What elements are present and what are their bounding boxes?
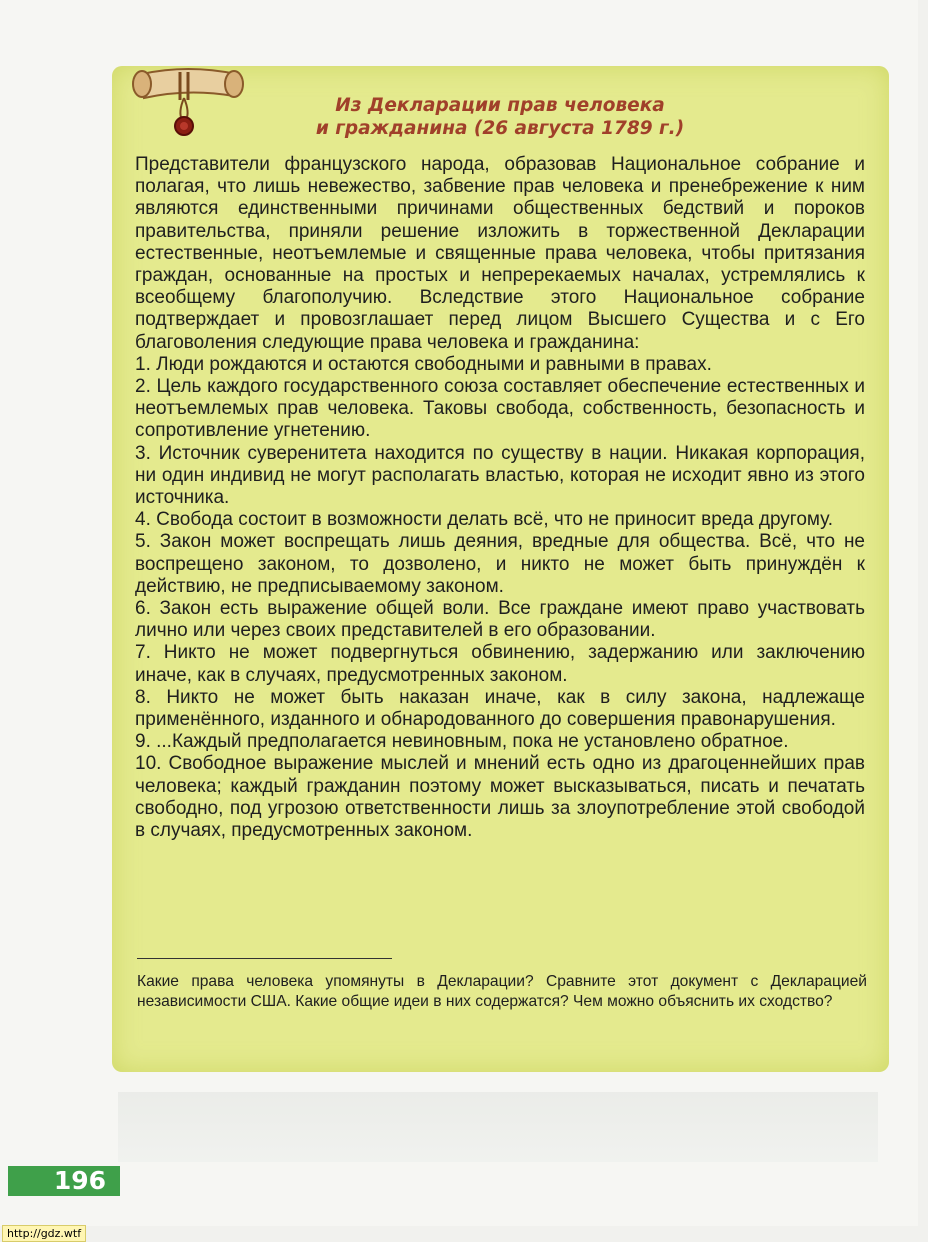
document-title <box>250 94 750 140</box>
page-number: 196 <box>8 1166 120 1196</box>
title-line-1: Из Декларации прав человека <box>335 95 665 116</box>
divider-rule <box>137 958 392 959</box>
declaration-text <box>135 154 865 842</box>
article-7: 7. Никто не может подвергнуться обвинению, задержанию или заключению иначе, как в случаях, предусмотренных законом. <box>135 642 865 686</box>
article-6: 6. Закон есть выражение общей воли. Все граждане имеют право участвовать лично или через своих представителей в его образовании. <box>135 598 865 642</box>
preamble-paragraph: Представители французского народа, образовав Национальное собрание и полагая, что лишь невежество, забвение прав человека и пренебрежение к ним являются единственными причинами общественных бедствий и пороков правительства, приняли решение изложить в торжественной Декларации естественные, неотъемлемые и священные права человека, чтобы притязания граждан, основанные на простых и непререкаемых началах, устремлялись к всеобщему благополучию. Вследствие этого Национальное собрание подтверждает и провозглашает перед лицом Высшего Существа и с Его благоволения следующие права человека и гражданина: <box>135 154 865 353</box>
article-5: 5. Закон может воспрещать лишь деяния, вредные для общества. Всё, что не воспрещено законом, то дозволено, и никто не может быть принуждён к действию, не предписываемому законом. <box>135 531 865 597</box>
article-2: 2. Цель каждого государственного союза составляет обеспечение естественных и неотъемлемых прав человека. Таковы свобода, собственность, безопасность и сопротивление угнетению. <box>135 376 865 442</box>
watermark-link[interactable]: http://gdz.wtf <box>2 1225 86 1242</box>
article-1: 1. Люди рождаются и остаются свободными и равными в правах. <box>135 353 712 375</box>
article-9: 9. ...Каждый предполагается невиновным, пока не установлено обратное. <box>135 731 789 753</box>
bleed-through-area <box>118 1092 878 1162</box>
article-10: 10. Свободное выражение мыслей и мнений есть одно из драгоценнейших прав человека; каждый гражданин поэтому может высказываться, писать и печатать свободно, под угрозою ответственности лишь за злоупотребление этой свободой в случаях, предусмотренных законом. <box>135 753 865 842</box>
article-4: 4. Свобода состоит в возможности делать всё, что не приносит вреда другому. <box>135 509 834 531</box>
scroll-icon <box>128 60 248 142</box>
article-3: 3. Источник суверенитета находится по существу в нации. Никакая корпорация, ни один индивид не могут располагать властью, которая не исходит явно из этого источника. <box>135 442 865 509</box>
title-line-2: и гражданина (26 августа 1789 г.) <box>315 118 685 139</box>
article-8: 8. Никто не может быть наказан иначе, как в силу закона, надлежаще применённого, изданного и обнародованного до совершения правонарушения. <box>135 686 865 731</box>
study-question: Какие права человека упомянуты в Декларации? Сравните этот документ с Декларацией независимости США. Какие общие идеи в них содержатся? Чем можно объяснить их сходство? <box>137 973 867 1010</box>
